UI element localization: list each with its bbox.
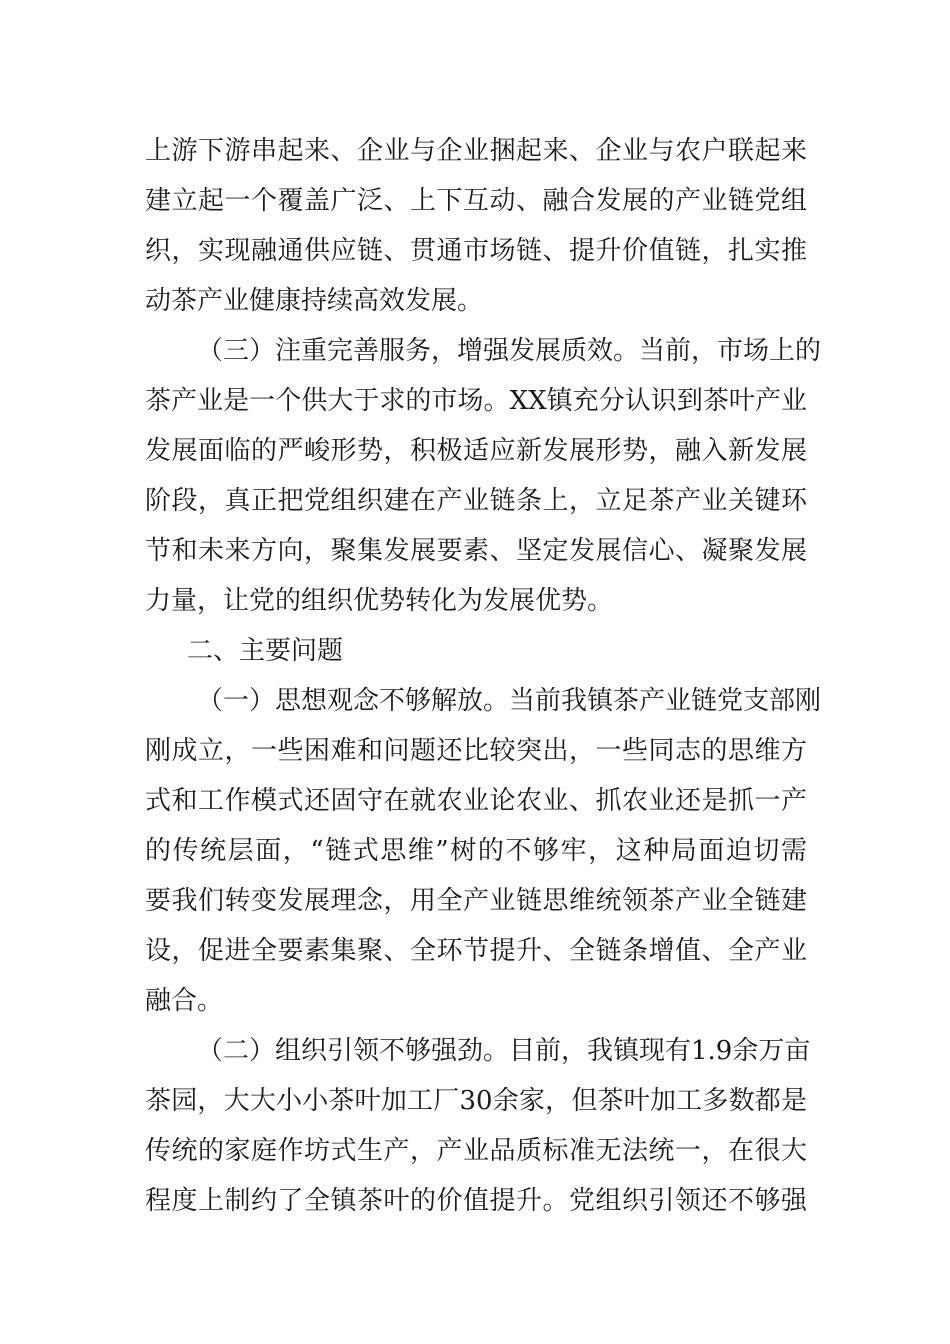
body-line: 建立起一个覆盖广泛、上下互动、融合发展的产业链党组 (145, 186, 807, 216)
body-line: 茶产业是一个供大于求的市场。XX镇充分认识到茶叶产业 (145, 386, 807, 416)
body-line: 设，促进全要素集聚、全环节提升、全链条增值、全产业 (145, 936, 807, 966)
body-line: 动茶产业健康持续高效发展。 (145, 286, 484, 316)
body-line: 阶段，真正把党组织建在产业链条上，立足茶产业关键环 (145, 486, 807, 516)
body-line: 融合。 (145, 986, 224, 1016)
body-line: 织，实现融通供应链、贯通市场链、提升价值链，扎实推 (145, 236, 807, 266)
body-line: 刚成立，一些困难和问题还比较突出，一些同志的思维方 (145, 736, 807, 766)
body-line: 要我们转变发展理念，用全产业链思维统领茶产业全链建 (145, 886, 807, 916)
body-line: 发展面临的严峻形势，积极适应新发展形势，融入新发展 (145, 436, 807, 466)
body-line: 程度上制约了全镇茶叶的价值提升。党组织引领还不够强 (145, 1186, 807, 1216)
body-line: 式和工作模式还固守在就农业论农业、抓农业还是抓一产 (145, 786, 807, 816)
body-line: 茶园，大大小小茶叶加工厂30余家，但茶叶加工多数都是 (145, 1086, 807, 1116)
paragraph-start-line: （三）注重完善服务，增强发展质效。当前，市场上的 (197, 336, 822, 366)
body-line: 的传统层面，“链式思维”树的不够牢，这种局面迫切需 (145, 836, 807, 866)
paragraph-start-line: （一）思想观念不够解放。当前我镇茶产业链党支部刚 (197, 686, 822, 716)
body-line: 传统的家庭作坊式生产，产业品质标准无法统一，在很大 (145, 1136, 807, 1166)
body-line: 力量，让党的组织优势转化为发展优势。 (145, 586, 614, 616)
body-line: 上游下游串起来、企业与企业捆起来、企业与农户联起来 (145, 136, 807, 166)
section-heading: 二、主要问题 (187, 636, 344, 666)
body-line: 节和未来方向，聚集发展要素、坚定发展信心、凝聚发展 (145, 536, 807, 566)
paragraph-start-line: （二）组织引领不够强劲。目前，我镇现有1.9余万亩 (197, 1036, 811, 1066)
document-body (145, 126, 822, 1226)
